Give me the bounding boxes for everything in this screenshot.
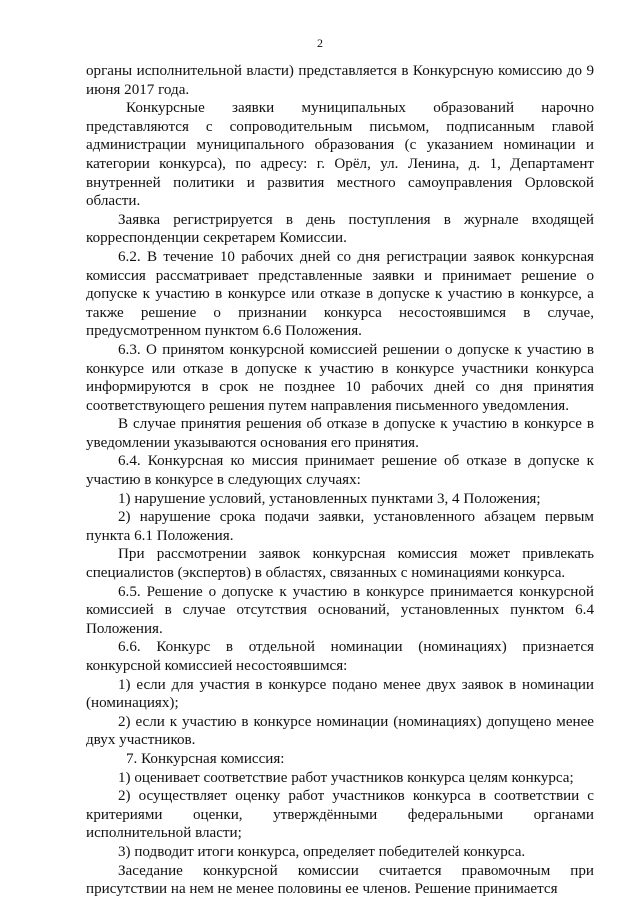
paragraph-3: Заявка регистрируется в день поступления в журнале входящей корреспонденции секретарем Комиссии. (86, 211, 594, 247)
paragraph-14: 2) если к участию в конкурсе номинации (номинациях) допущено менее двух участников. (86, 713, 594, 749)
paragraph-11: 6.5. Решение о допуске к участию в конкурсе принимается конкурсной комиссией в случае отсутствия оснований, установленных пунктом 6.4 Положения. (86, 583, 594, 637)
paragraph-12: 6.6. Конкурс в отдельной номинации (номинациях) признается конкурсной комиссией несостоявшимся: (86, 639, 594, 674)
paragraph-17: 2) осуществляет оценку работ участников конкурса в соответствии с критериями оценки, утверждёнными федеральными органами исполнительной власти; (86, 788, 594, 842)
paragraph-7: 6.4. Конкурсная ко миссия принимает решение об отказе в допуске к участию в конкурсе в следующих случаях: (86, 453, 594, 489)
page-number: 2 (317, 36, 323, 50)
paragraph-9: 2) нарушение срока подачи заявки, установленного абзацем первым пункта 6.1 Положения. (86, 509, 594, 544)
paragraph-19: Заседание конкурсной комиссии считается правомочным при присутствии на нем не менее половины ее членов. Решение принимается (86, 862, 594, 898)
paragraph-10: При рассмотрении заявок конкурсная комиссия может привлекать специалистов (экспертов) в областях, связанных с номинациями конкурса. (86, 546, 594, 582)
paragraph-1: органы исполнительной власти) представляется в Конкурсную комиссию до 9 июня 2017 года. (86, 63, 594, 98)
paragraph-4: 6.2. В течение 10 рабочих дней со дня регистрации заявок конкурсная комиссия рассматривает представленные заявки и принимает решение о допуске к участию в конкурсе или отказе в допуске к участию в конкурсе, а также решение о признании конкурса несостоявшимся в случае, предусмотренном пунктом 6.6 Положения. (86, 248, 594, 340)
paragraph-18: 3) подводит итоги конкурса, определяет победителей конкурса. (118, 843, 526, 860)
paragraph-5: 6.3. О принятом конкурсной комиссией решении о допуске к участию в конкурсе или отказе в допуске к участию в конкурсе участники конкурса информируются в срок не позднее 10 рабочих дней со дня принятия соответствующего решения путем направления письменного уведомления. (86, 341, 594, 414)
paragraph-2: Конкурсные заявки муниципальных образований нарочно представляются с сопроводительным письмом, подписанным главой администрации муниципального образования (с указанием номинации и категории конкурса), по адресу: г. Орёл, ул. Ленина, д. 1, Департамент внутренней политики и развития местного самоуправления Орловской области. (86, 100, 594, 210)
paragraph-16: 1) оценивает соответствие работ участников конкурса целям конкурса; (118, 769, 574, 786)
document-body (86, 62, 594, 899)
paragraph-15: 7. Конкурсная комиссия: (126, 750, 285, 767)
paragraph-8: 1) нарушение условий, установленных пунктами 3, 4 Положения; (118, 490, 541, 507)
paragraph-6: В случае принятия решения об отказе в допуске к участию в конкурсе в уведомлении указываются основания его принятия. (86, 416, 594, 451)
paragraph-13: 1) если для участия в конкурсе подано менее двух заявок в номинации (номинациях); (86, 676, 594, 712)
